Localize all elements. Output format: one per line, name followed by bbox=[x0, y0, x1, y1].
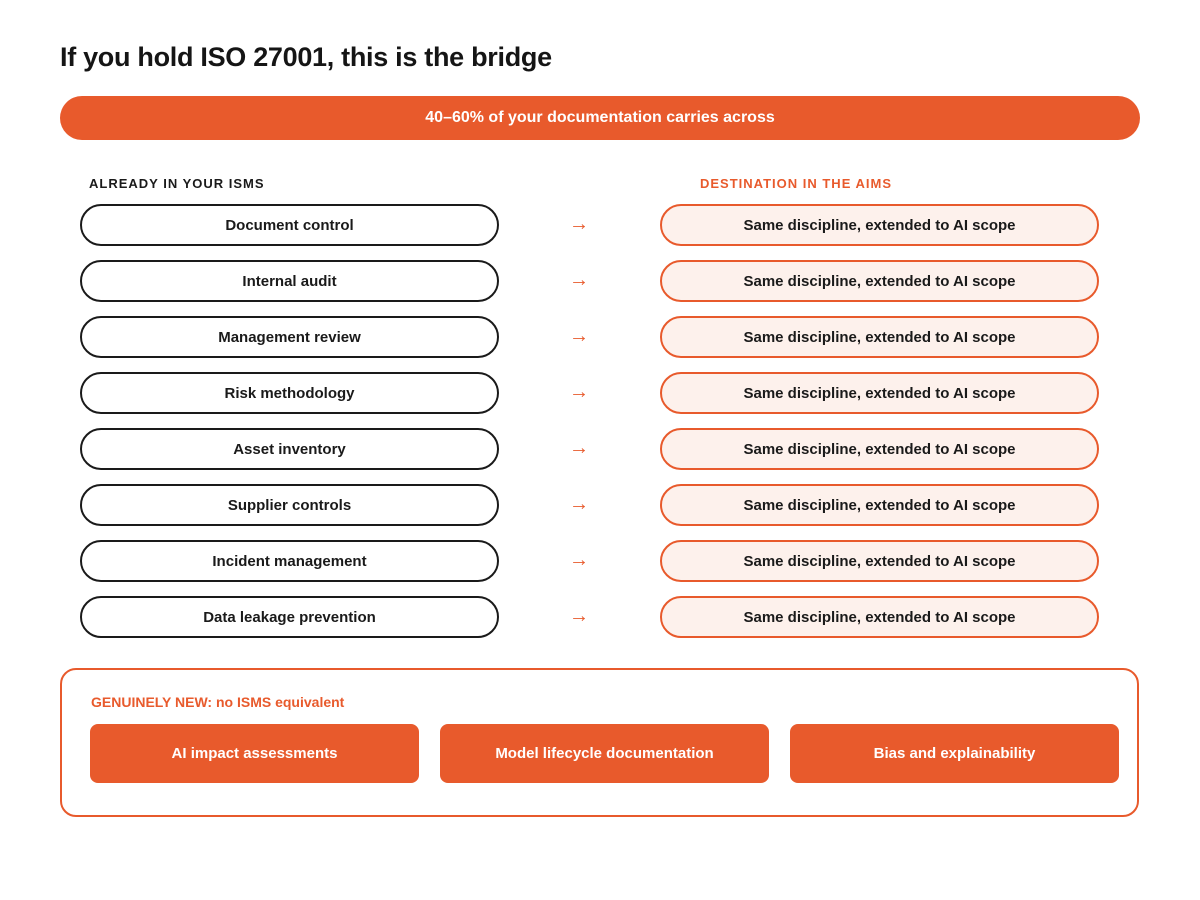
new-item: AI impact assessments bbox=[90, 724, 419, 783]
arrow-right-icon: → bbox=[569, 213, 589, 235]
page-title: If you hold ISO 27001, this is the bridge bbox=[60, 42, 552, 72]
arrow-right-icon: → bbox=[569, 437, 589, 459]
aims-destination: Same discipline, extended to AI scope bbox=[660, 204, 1099, 246]
isms-item: Internal audit bbox=[80, 260, 499, 302]
aims-destination: Same discipline, extended to AI scope bbox=[660, 428, 1099, 470]
arrow-right-icon: → bbox=[569, 269, 589, 291]
mapping-row bbox=[80, 540, 1100, 582]
aims-destination: Same discipline, extended to AI scope bbox=[660, 316, 1099, 358]
aims-destination: Same discipline, extended to AI scope bbox=[660, 260, 1099, 302]
genuinely-new-panel bbox=[60, 668, 1139, 817]
genuinely-new-heading: GENUINELY NEW: no ISMS equivalent bbox=[91, 694, 345, 710]
aims-destination: Same discipline, extended to AI scope bbox=[660, 596, 1099, 638]
arrow-right-icon: → bbox=[569, 549, 589, 571]
new-items-list bbox=[90, 724, 1119, 783]
mapping-row bbox=[80, 484, 1100, 526]
arrow-right-icon: → bbox=[569, 493, 589, 515]
arrow-right-icon: → bbox=[569, 381, 589, 403]
aims-destination: Same discipline, extended to AI scope bbox=[660, 540, 1099, 582]
isms-item: Supplier controls bbox=[80, 484, 499, 526]
mapping-row bbox=[80, 316, 1100, 358]
isms-item: Document control bbox=[80, 204, 499, 246]
aims-destination: Same discipline, extended to AI scope bbox=[660, 484, 1099, 526]
coverage-banner: 40–60% of your documentation carries across bbox=[60, 96, 1140, 140]
mapping-row bbox=[80, 372, 1100, 414]
arrow-right-icon: → bbox=[569, 605, 589, 627]
new-item: Model lifecycle documentation bbox=[440, 724, 769, 783]
isms-item: Incident management bbox=[80, 540, 499, 582]
isms-item: Management review bbox=[80, 316, 499, 358]
mapping-row bbox=[80, 428, 1100, 470]
new-item: Bias and explainability bbox=[790, 724, 1119, 783]
mapping-rows bbox=[80, 204, 1100, 652]
aims-destination: Same discipline, extended to AI scope bbox=[660, 372, 1099, 414]
isms-item: Data leakage prevention bbox=[80, 596, 499, 638]
arrow-right-icon: → bbox=[569, 325, 589, 347]
mapping-row bbox=[80, 204, 1100, 246]
isms-item: Risk methodology bbox=[80, 372, 499, 414]
mapping-row bbox=[80, 596, 1100, 638]
isms-item: Asset inventory bbox=[80, 428, 499, 470]
mapping-row bbox=[80, 260, 1100, 302]
isms-column-header: ALREADY IN YOUR ISMS bbox=[89, 176, 265, 191]
aims-column-header: DESTINATION IN THE AIMS bbox=[700, 176, 892, 191]
